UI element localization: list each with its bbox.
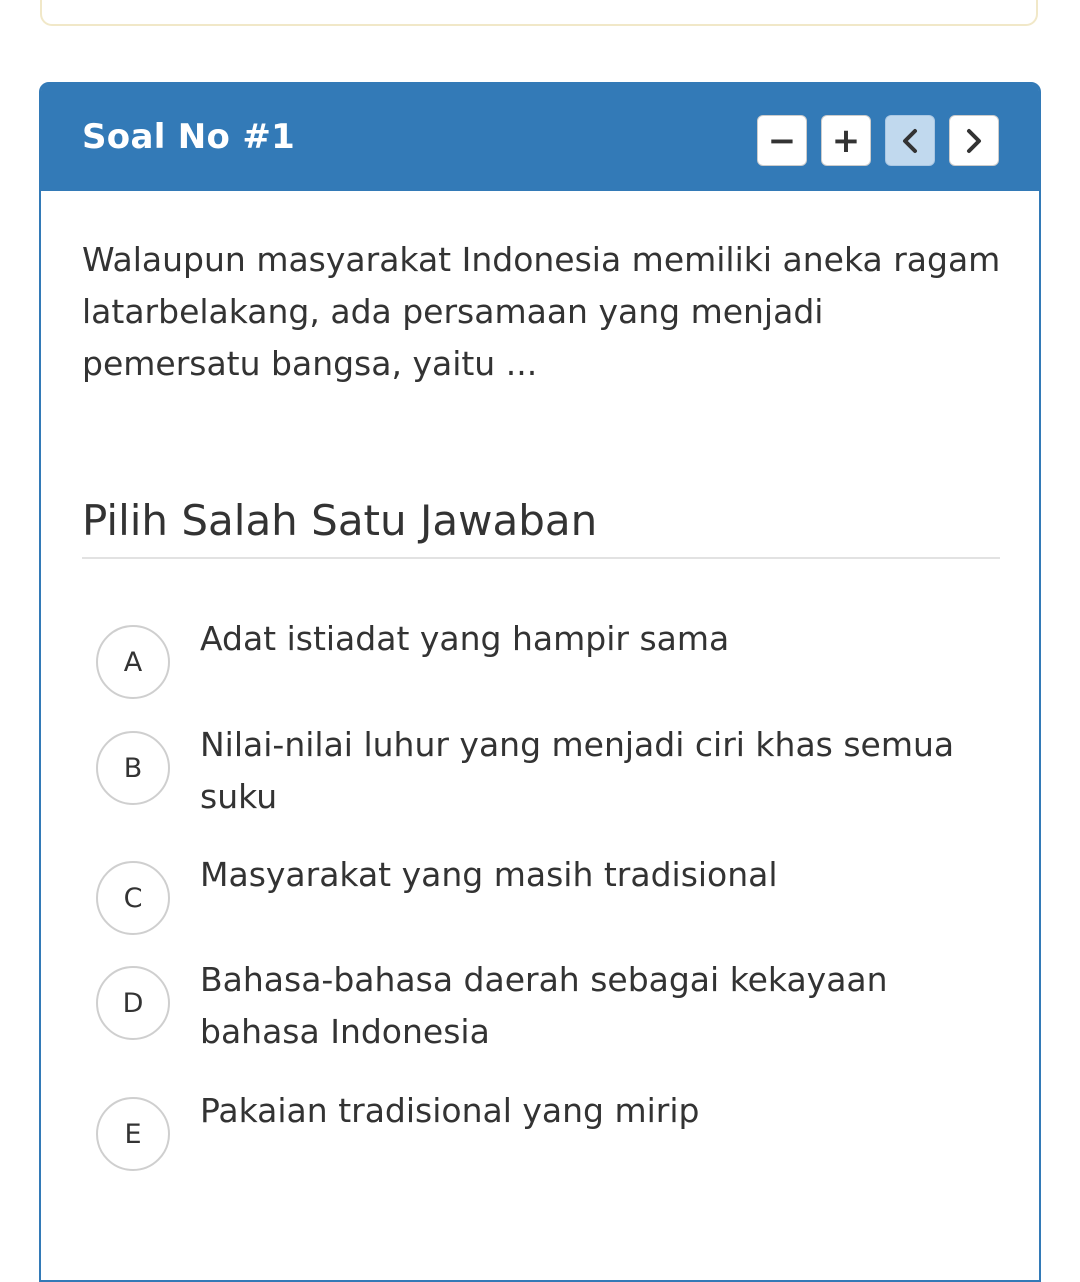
option-text[interactable]: Pakaian tradisional yang mirip bbox=[200, 1091, 700, 1130]
question-text: Walaupun masyarakat Indonesia memiliki aneka ragam latarbelakang, ada persamaan yang menjadi pemersatu bangsa, yaitu ... bbox=[82, 240, 1001, 383]
minus-icon: − bbox=[767, 120, 797, 161]
chevron-right-icon bbox=[964, 127, 984, 155]
option-letter-circle[interactable]: D bbox=[96, 966, 170, 1040]
option-letter-circle[interactable]: A bbox=[96, 625, 170, 699]
answer-section-heading: Pilih Salah Satu Jawaban bbox=[82, 496, 598, 545]
option-letter-circle[interactable]: E bbox=[96, 1097, 170, 1171]
chevron-left-icon bbox=[900, 127, 920, 155]
previous-question-button[interactable] bbox=[885, 115, 935, 166]
option-letter-circle[interactable]: C bbox=[96, 861, 170, 935]
previous-card-edge bbox=[40, 0, 1038, 26]
next-question-button[interactable] bbox=[949, 115, 999, 166]
question-panel bbox=[39, 82, 1041, 1282]
question-panel-header bbox=[41, 84, 1039, 191]
option-letter-circle[interactable]: B bbox=[96, 731, 170, 805]
increase-font-button[interactable] bbox=[821, 115, 871, 166]
option-text[interactable]: Masyarakat yang masih tradisional bbox=[200, 855, 778, 894]
question-number-title: Soal No #1 bbox=[82, 117, 296, 157]
option-text[interactable]: Bahasa-bahasa daerah sebagai kekayaan bahasa Indonesia bbox=[200, 960, 888, 1051]
option-text[interactable]: Adat istiadat yang hampir sama bbox=[200, 619, 730, 658]
option-text[interactable]: Nilai-nilai luhur yang menjadi ciri khas semua suku bbox=[200, 725, 955, 816]
divider bbox=[82, 557, 1000, 559]
decrease-font-button[interactable] bbox=[757, 115, 807, 166]
plus-icon: + bbox=[831, 120, 861, 161]
